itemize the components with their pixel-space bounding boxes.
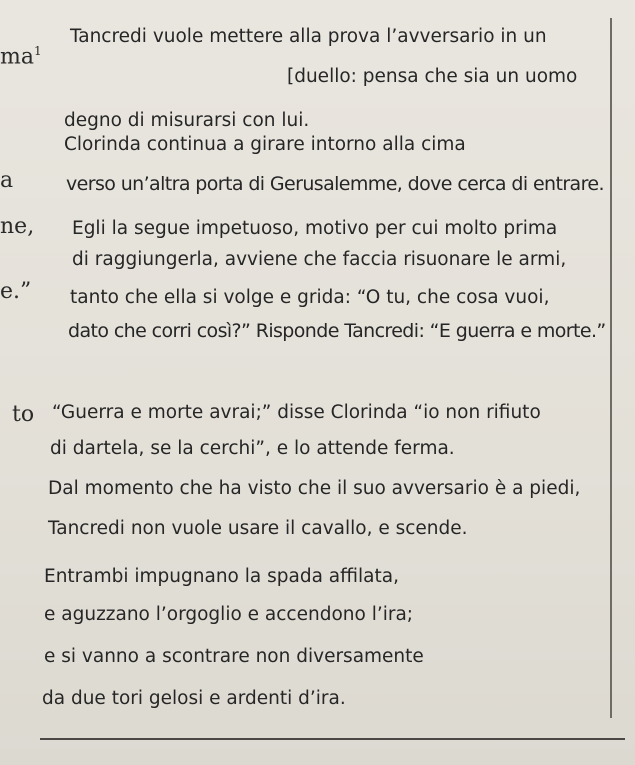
text-line: Clorinda continua a girare intorno alla cima	[64, 134, 466, 155]
margin-fragment-2: a	[0, 168, 14, 193]
text-line: e aguzzano l’orgoglio e accendono l’ira;	[44, 604, 414, 625]
text-line: degno di misurarsi con lui.	[64, 110, 310, 131]
text-line: [duello: pensa che sia un uomo	[287, 66, 578, 87]
text-line: tanto che ella si volge e grida: “O tu, che cosa vuoi,	[70, 287, 550, 308]
text-line: Entrambi impugnano la spada affilata,	[44, 566, 399, 587]
margin-fragment-4: e.”	[0, 279, 32, 304]
text-line: verso un’altra porta di Gerusalemme, dove cerca di entrare.	[66, 173, 604, 195]
right-margin-rule	[610, 18, 612, 718]
text-line: Tancredi non vuole usare il cavallo, e scende.	[48, 518, 468, 539]
text-line: Egli la segue impetuoso, motivo per cui molto prima	[72, 218, 558, 239]
margin-fragment-1: $ma^1$	[0, 44, 42, 70]
text-line: da due tori gelosi e ardenti d’ira.	[42, 688, 346, 709]
margin-fragment-5: to	[12, 402, 35, 427]
text-line: Dal momento che ha visto che il suo avversario è a piedi,	[48, 478, 581, 499]
text-line: di dartela, se la cerchi”, e lo attende ferma.	[50, 438, 455, 459]
bottom-rule	[40, 738, 625, 740]
text-line: Tancredi vuole mettere alla prova l’avversario in un	[70, 26, 547, 47]
margin-fragment-3: ne,	[0, 214, 35, 239]
text-line: di raggiungerla, avviene che faccia risuonare le armi,	[72, 249, 567, 270]
text-line: “Guerra e morte avrai;” disse Clorinda “io non rifiuto	[52, 402, 541, 423]
text-line: dato che corri così?” Risponde Tancredi: “E guerra e morte.”	[68, 320, 606, 342]
text-line: e si vanno a scontrare non diversamente	[44, 646, 424, 667]
